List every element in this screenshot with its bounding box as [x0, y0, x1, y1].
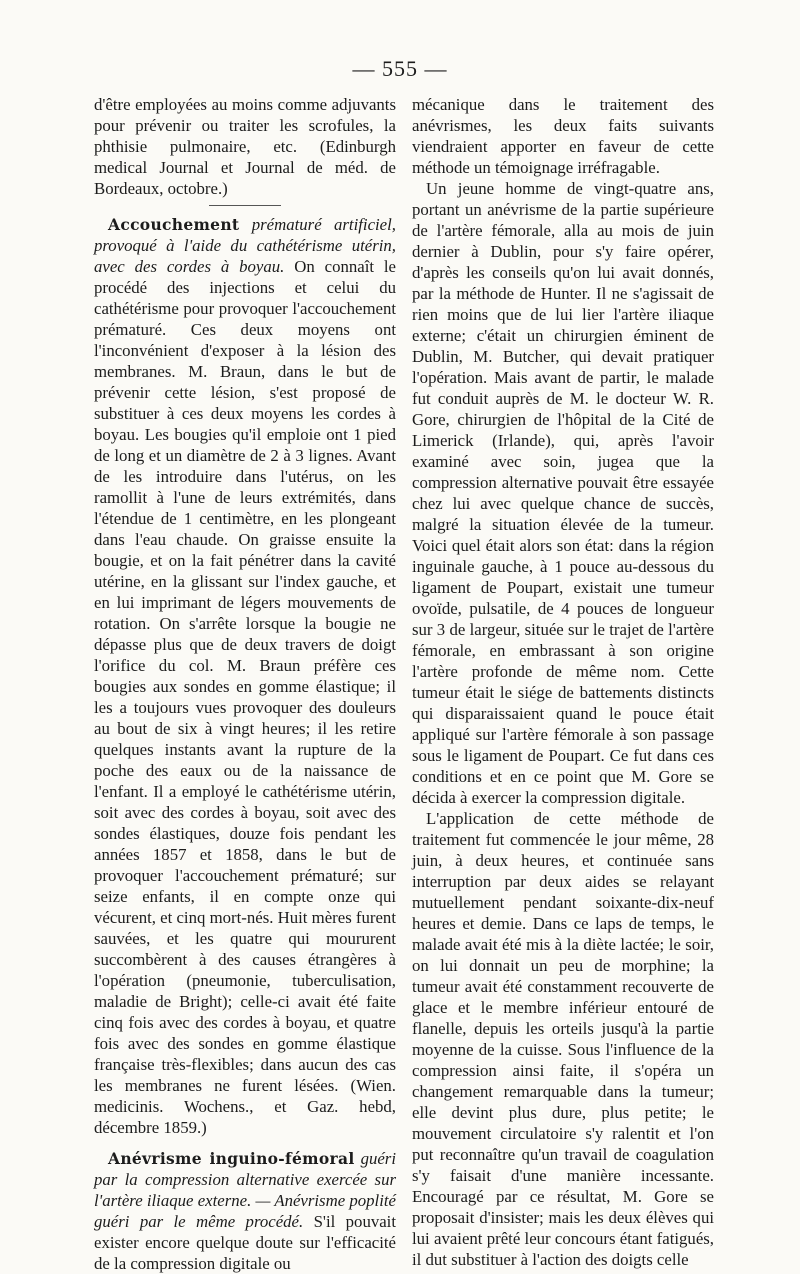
article-heading: Anévrisme inguino-fémoral: [108, 1149, 355, 1168]
article-heading: Accouchement: [108, 215, 240, 234]
article-subtitle: guéri par la compression alternative exercée sur l'artère iliaque externe. — Anévrisme poplité guéri par le même procédé.: [94, 1149, 396, 1231]
intro-paragraph: d'être employées au moins comme adjuvants pour prévenir ou traiter les scrofules, la phthisie pulmonaire, etc. (Edinburgh medical Journal et Journal de méd. de Bordeaux, octobre.): [94, 95, 396, 198]
article-body: On connaît le procédé des injections et celui du cathétérisme pour provoquer l'accouchement prématuré. Ces deux moyens ont l'inconvénient d'exposer à la lésion des membranes. M. Braun, dans le but de prévenir cette lésion, s'est proposé de substituer à ces deux moyens les cordes à boyau. Les bougies qu'il emploie ont 1 pied de long et un diamètre de 2 à 3 lignes. Avant de les introduire dans l'utérus, on les ramollit à l'une de leurs extrémités, dans l'étendue de 1 centimètre, en les plongeant dans l'eau chaude. On graisse ensuite la bougie, et on la fait pénétrer dans la cavité utérine, en la glissant sur l'index gauche, et en lui imprimant de légers mouvements de rotation. On s'arrête lorsque la bougie ne dépasse plus que de deux travers de doigt l'orifice du col. M. Braun préfère ces bougies aux sondes en gomme élastique; il les a toujours vues provoquer des douleurs au bout de six à vingt heures; il les retire quelques instants avant la rupture de la poche des eaux ou de la naissance de l'enfant. Il a employé le cathétérisme utérin, soit avec des cordes à boyau, soit avec des sondes élastiques, douze fois pendant les années 1857 et 1858, dans le but de provoquer l'accouchement prématuré; sur seize enfants, il en compte onze qui vécurent, et cinq mort-nés. Huit mères furent sauvées, et les quatre qui moururent succombèrent à des causes étrangères à l'opération (pneumonie, tuberculisation, maladie de Bright); celle-ci avait été faite cinq fois avec des cordes à boyau, et quatre fois avec des sondes en gomme élastique française très-flexibles; dans aucun des cas les membranes ne furent lésées. (Wien. medicinis. Wochens., et Gaz. hebd, décembre 1859.): [94, 257, 397, 1137]
section-divider: [209, 205, 281, 206]
paragraph: Un jeune homme de vingt-quatre ans, portant un anévrisme de la partie supérieure de l'artère fémorale, alla au mois de juin dernier à Dublin, pour s'y faire opérer, d'après les conseils qu'on lui avait donnés, par la méthode de Hunter. Il ne s'agissait de rien moins que de lui lier l'artère iliaque externe; c'était un chirurgien éminent de Dublin, M. Butcher, qui devait pratiquer l'opération. Mais avant de partir, le malade fut conduit auprès de M. le docteur W. R. Gore, chirurgien de l'hôpital de la Cité de Limerick (Irlande), qui, après l'avoir examiné avec soin, jugea que la compression alternative pouvait être essayée chez lui avec quelque chance de succès, malgré la situation élevée de la tumeur. Voici quel était alors son état: dans la région inguinale gauche, à 1 pouce au-dessous du ligament de Poupart, existait une tumeur ovoïde, pulsatile, de 4 pouces de longueur sur 3 de largeur, située sur le trajet de l'artère fémorale, en embrassant à son origine l'artère profonde de même nom. Cette tumeur était le siége de battements distincts qui disparaissaient quand le pouce était appliqué sur l'artère fémorale à son passage sous le ligament de Poupart. Ce fut dans ces conditions et en ce point que M. Gore se décida à exercer la compression digitale.: [412, 179, 714, 807]
right-column: [412, 94, 714, 1270]
paragraph: mécanique dans le traitement des anévrismes, les deux faits suivants viendraient apporter en faveur de cette méthode un témoignage irréfragable.: [412, 95, 714, 177]
article-anevrisme: [94, 1148, 396, 1274]
article-subtitle: prématuré artificiel, provoqué à l'aide du cathétérisme utérin, avec des cordes à boyau.: [94, 215, 396, 276]
article-accouchement: [94, 214, 396, 1138]
page-number: — 555 —: [352, 56, 448, 81]
paragraph: L'application de cette méthode de traitement fut commencée le jour même, 28 juin, à deux heures, et continuée sans interruption par deux aides se relayant mutuellement pendant soixante-dix-neuf heures et demie. Dans ce laps de temps, le malade avait été mis à la diète lactée; le soir, on lui donnait un peu de morphine; la tumeur avait été constamment recouverte de glace et le membre inférieur entouré de flanelle, depuis les orteils jusqu'à la partie moyenne de la cuisse. Sous l'influence de la compression ainsi faite, il s'opéra un changement remarquable dans la tumeur; elle devint plus dure, plus petite; le mouvement circulatoire s'y ralentit et l'on put reconnaître qu'un travail de coagulation s'y faisait d'une manière incessante. Encouragé par ce résultat, M. Gore se proposait d'insister; mais les deux élèves qui lui avaient prêté leur concours étant fatigués, il dut substituer à l'action des doigts celle: [412, 809, 714, 1269]
left-column: [94, 94, 396, 1274]
article-body: S'il pouvait exister encore quelque doute sur l'efficacité de la compression digitale ou: [94, 1212, 397, 1273]
